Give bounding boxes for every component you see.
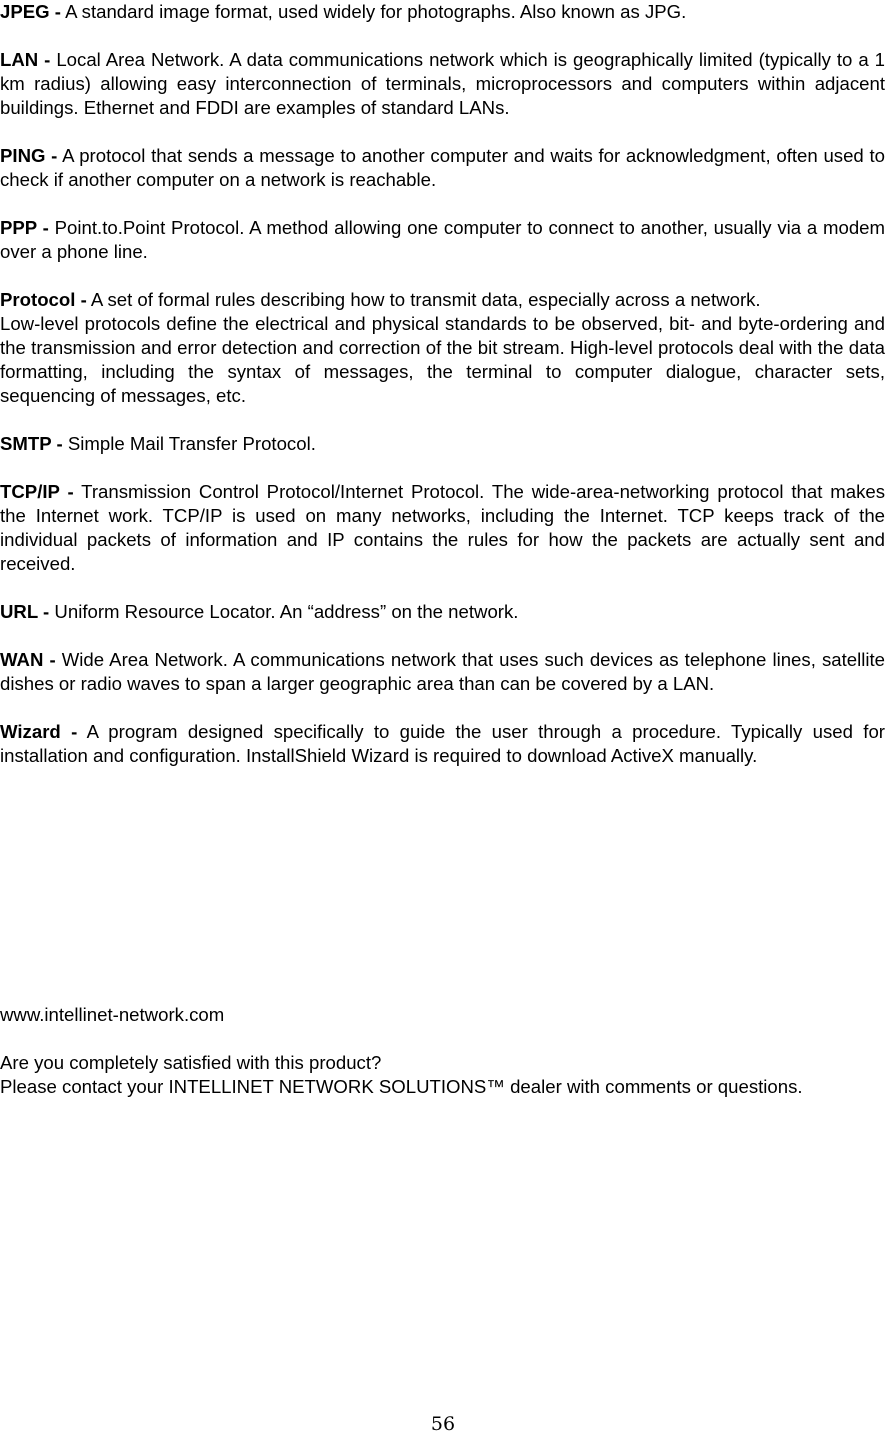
glossary-entry-jpeg <box>0 0 885 24</box>
contact-text: Please contact your INTELLINET NETWORK SOLUTIONS™ dealer with comments or questions. <box>0 1076 803 1097</box>
glossary-term: TCP/IP - <box>0 481 74 502</box>
glossary-term: URL - <box>0 601 50 622</box>
glossary-term: JPEG - <box>0 1 61 22</box>
glossary-definition-detail: Low-level protocols define the electrical and physical standards to be observed, bit- and byte-ordering and the transmission and error detection and correction of the bit stream. High-level protocols deal with the data formatting, including the syntax of messages, the terminal to computer dialogue, character sets, sequencing of messages, etc. <box>0 313 885 406</box>
glossary-definition: A program designed specifically to guide the user through a procedure. Typically used for installation and configuration. InstallShield Wizard is required to download ActiveX manually. <box>0 721 885 766</box>
glossary-term: PPP - <box>0 217 49 238</box>
glossary-term: SMTP - <box>0 433 63 454</box>
glossary-term: LAN - <box>0 49 51 70</box>
glossary-term: WAN - <box>0 649 56 670</box>
glossary-definition: Transmission Control Protocol/Internet Protocol. The wide-area-networking protocol that makes the Internet work. TCP/IP is used on many networks, including the Internet. TCP keeps track of the individual packets of information and IP contains the rules for how the packets are actually sent and received. <box>0 481 885 574</box>
glossary-definition: Local Area Network. A data communications network which is geographically limited (typically to a 1 km radius) allowing easy interconnection of terminals, microprocessors and computers within adjacent buildings. Ethernet and FDDI are examples of standard LANs. <box>0 49 885 118</box>
glossary-entry-wan <box>0 648 885 696</box>
glossary-definition: A set of formal rules describing how to transmit data, especially across a network. <box>90 289 761 310</box>
glossary-entry-ping <box>0 144 885 192</box>
glossary-term: PING - <box>0 145 58 166</box>
glossary-definition: A protocol that sends a message to another computer and waits for acknowledgment, often used to check if another computer on a network is reachable. <box>0 145 885 190</box>
glossary-definition: Uniform Resource Locator. An “address” on the network. <box>54 601 519 622</box>
glossary-entry-tcpip <box>0 480 885 576</box>
glossary-term: Protocol - <box>0 289 87 310</box>
glossary-entry-lan <box>0 48 885 120</box>
glossary-entry-ppp <box>0 216 885 264</box>
glossary-definition: Simple Mail Transfer Protocol. <box>67 433 316 454</box>
glossary-entry-wizard <box>0 720 885 768</box>
glossary-term: Wizard - <box>0 721 78 742</box>
footer-contact <box>0 1003 885 1099</box>
website-url: www.intellinet-network.com <box>0 1004 225 1025</box>
glossary-definition: Point.to.Point Protocol. A method allowing one computer to connect to another, usually via a modem over a phone line. <box>0 217 886 262</box>
satisfaction-question: Are you completely satisfied with this product? <box>0 1052 382 1073</box>
glossary-entry-protocol <box>0 288 885 408</box>
page-number: 56 <box>430 1413 456 1435</box>
glossary-entry-url <box>0 600 885 624</box>
glossary-definition: A standard image format, used widely for photographs. Also known as JPG. <box>65 1 687 22</box>
glossary-entry-smtp <box>0 432 885 456</box>
glossary-definition: Wide Area Network. A communications network that uses such devices as telephone lines, satellite dishes or radio waves to span a larger geographic area than can be covered by a LAN. <box>0 649 885 694</box>
